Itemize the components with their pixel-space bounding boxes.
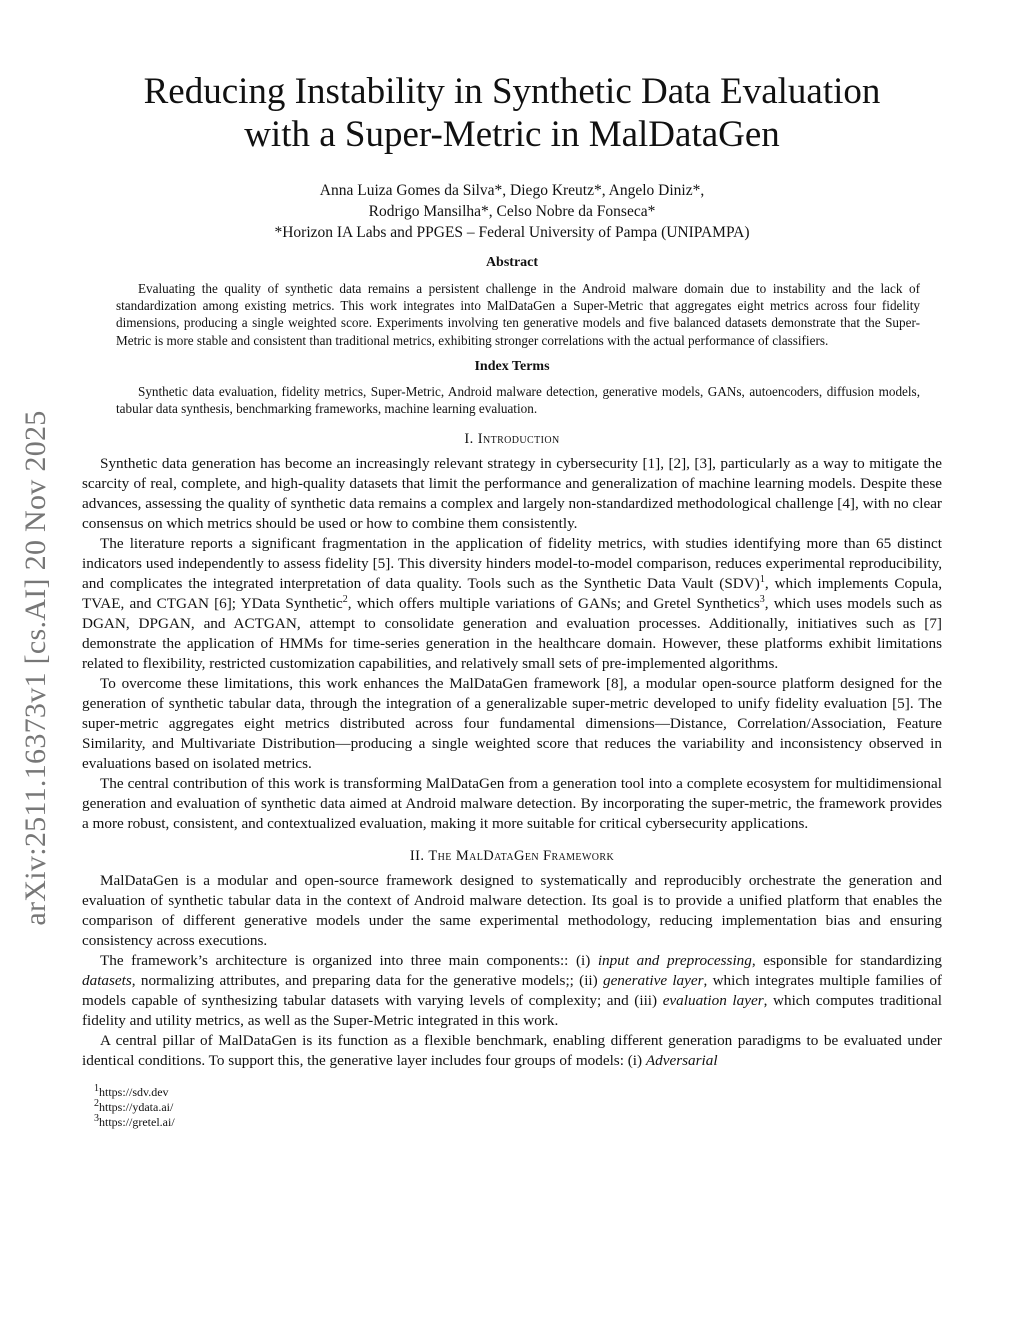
arxiv-identifier: arXiv:2511.16373v1 [cs.AI] 20 Nov 2025 bbox=[19, 409, 52, 926]
section-2-title: The MalDataGen Framework bbox=[428, 848, 615, 865]
section-1-title: Introduction bbox=[477, 431, 560, 448]
framework-p2-part-a: The framework’s architecture is organized into three main components:: (i) bbox=[100, 952, 598, 970]
footnote-ref-3[interactable]: 3 bbox=[759, 594, 765, 606]
footnote-3-number: 3 bbox=[94, 1113, 99, 1125]
footnotes bbox=[94, 1085, 942, 1130]
title-line-2: with a Super-Metric in MalDataGen bbox=[244, 114, 780, 155]
title-line-1: Reducing Instability in Synthetic Data Evaluation bbox=[143, 71, 881, 112]
abstract-text: Evaluating the quality of synthetic data remains a persistent challenge in the Android malware domain due to instability and the lack of standardization among existing metrics. This work integrates into MalDataGen a Super-Metric that aggregates eight metrics across four fidelity dimensions, producing a single weighted score. Experiments involving ten generative models and five balanced datasets demonstrate that the Super-Metric is more stable and consistent than traditional metrics, exhibiting stronger correlations with the actual performance of classifiers. bbox=[116, 281, 920, 348]
footnote-2-number: 2 bbox=[94, 1098, 99, 1110]
footnote-2 bbox=[94, 1100, 942, 1115]
affiliation: *Horizon IA Labs and PPGES – Federal University of Pampa (UNIPAMPA) bbox=[274, 224, 750, 241]
footnote-3-link[interactable]: https://gretel.ai/ bbox=[99, 1115, 175, 1130]
framework-p3-part-a: A central pillar of MalDataGen is its function as a flexible benchmark, enabling different generation paradigms to be evaluated under identical conditions. To support this, the generative layer includes four groups of models: (i) bbox=[82, 1032, 942, 1070]
framework-p2-emphasis-4: evaluation layer bbox=[662, 992, 764, 1010]
intro-paragraph-4: The central contribution of this work is transforming MalDataGen from a generation tool into a complete ecosystem for multidimensional generation and evaluation of synthetic data aimed at Android malware detection. By incorporating the super-metric, the framework provides a more robust, consistent, and contextualized evaluation, making it more suitable for critical cybersecurity applications. bbox=[82, 775, 942, 833]
footnote-1-number: 1 bbox=[94, 1083, 99, 1095]
framework-p2-part-e: , which computes traditional fidelity and utility metrics, as well as the Super-Metric integrated in this work. bbox=[82, 992, 942, 1030]
intro-paragraph-2 bbox=[82, 534, 942, 674]
section-1-heading bbox=[82, 431, 942, 448]
framework-paragraph-3 bbox=[82, 1031, 942, 1071]
index-terms-heading: Index Terms bbox=[474, 358, 550, 374]
paper-title bbox=[82, 70, 942, 156]
framework-p3-emphasis: Adversarial bbox=[645, 1052, 718, 1070]
footnote-ref-1[interactable]: 1 bbox=[759, 574, 765, 586]
intro-p2-part-d: , which uses models such as DGAN, DPGAN, and ACTGAN, attempt to consolidate generation and evaluation processes. Additionally, initiatives such as [7] demonstrate the application of HMMs for time-series generation in the healthcare domain. However, these platforms exhibit limitations related to flexibility, restricted customization capabilities, and relatively small sets of pre-implemented algorithms. bbox=[82, 595, 943, 673]
section-2-heading bbox=[82, 848, 942, 865]
author-list bbox=[82, 180, 942, 222]
framework-p2-part-d: , which integrates multiple families of models capable of synthesizing tabular datasets with varying levels of complexity; and (iii) bbox=[82, 972, 942, 1010]
footnote-ref-2[interactable]: 2 bbox=[342, 594, 348, 606]
intro-paragraph-3: To overcome these limitations, this work enhances the MalDataGen framework [8], a modular open-source platform designed for the generation of synthetic tabular data, through the integration of a generalizable super-metric developed to unify fidelity evaluation [5]. The super-metric aggregates eight metrics distributed across four fundamental dimensions—Distance, Correlation/Association, Feature Similarity, and Multivariate Distribution—producing a single weighted score that reduces the variability and inconsistency observed in evaluations based on isolated metrics. bbox=[82, 675, 942, 773]
index-terms-text: Synthetic data evaluation, fidelity metrics, Super-Metric, Android malware detection, generative models, GANs, autoencoders, diffusion models, tabular data synthesis, benchmarking frameworks, machine learning evaluation. bbox=[116, 383, 920, 417]
authors-line-2: Rodrigo Mansilha*, Celso Nobre da Fonseca* bbox=[368, 203, 656, 220]
framework-p2-emphasis-2: datasets bbox=[82, 972, 132, 990]
footnote-1 bbox=[94, 1085, 942, 1100]
paper-page bbox=[82, 70, 942, 1130]
intro-paragraph-1: Synthetic data generation has become an increasingly relevant strategy in cybersecurity [1], [2], [3], particularly as a way to mitigate the scarcity of real, complete, and high-quality datasets that limit the performance and generalization of machine learning models. Despite these advances, assessing the quality of synthetic data remains a complex and largely non-standardized methodological challenge [4], with no clear consensus on which metrics should be used or how to combine them consistently. bbox=[82, 455, 942, 533]
intro-p2-part-b: , which implements Copula, TVAE, and CTGAN [6]; YData Synthetic bbox=[82, 575, 942, 613]
framework-paragraph-2 bbox=[82, 951, 942, 1031]
framework-p2-part-b: , esponsible for standardizing bbox=[751, 952, 942, 970]
footnote-1-link[interactable]: https://sdv.dev bbox=[99, 1085, 169, 1100]
section-2-numeral: II. bbox=[409, 848, 425, 865]
intro-p2-part-c: , which offers multiple variations of GANs; and Gretel Synthetics bbox=[347, 595, 760, 613]
framework-paragraph-1: MalDataGen is a modular and open-source framework designed to systematically and reproducibly orchestrate the generation and evaluation of synthetic tabular data in the context of Android malware detection. Its goal is to provide a unified platform that enables the comparison of different generative models under the same experimental methodology, reducing implementation bias and ensuring consistency across executions. bbox=[82, 872, 942, 950]
framework-p2-emphasis-3: generative layer bbox=[602, 972, 704, 990]
abstract-heading: Abstract bbox=[485, 255, 539, 270]
footnote-2-link[interactable]: https://ydata.ai/ bbox=[99, 1100, 174, 1115]
intro-p2-part-a: The literature reports a significant fragmentation in the application of fidelity metrics, with studies identifying more than 65 distinct indicators used independently to assess fidelity [5]. This diversity hinders model-to-model comparison, reduces experimental reproducibility, and complicates the integrated interpretation of data quality. Tools such as the Synthetic Data Vault (SDV) bbox=[82, 535, 942, 593]
framework-p2-part-c: , normalizing attributes, and preparing data for the generative models;; (ii) bbox=[131, 972, 603, 990]
footnote-3 bbox=[94, 1115, 942, 1130]
authors-line-1: Anna Luiza Gomes da Silva*, Diego Kreutz*, Angelo Diniz*, bbox=[319, 182, 705, 199]
section-1-numeral: I. bbox=[464, 431, 474, 448]
arxiv-sidebar bbox=[6, 375, 66, 960]
framework-p2-emphasis-1: input and preprocessing bbox=[597, 952, 752, 970]
